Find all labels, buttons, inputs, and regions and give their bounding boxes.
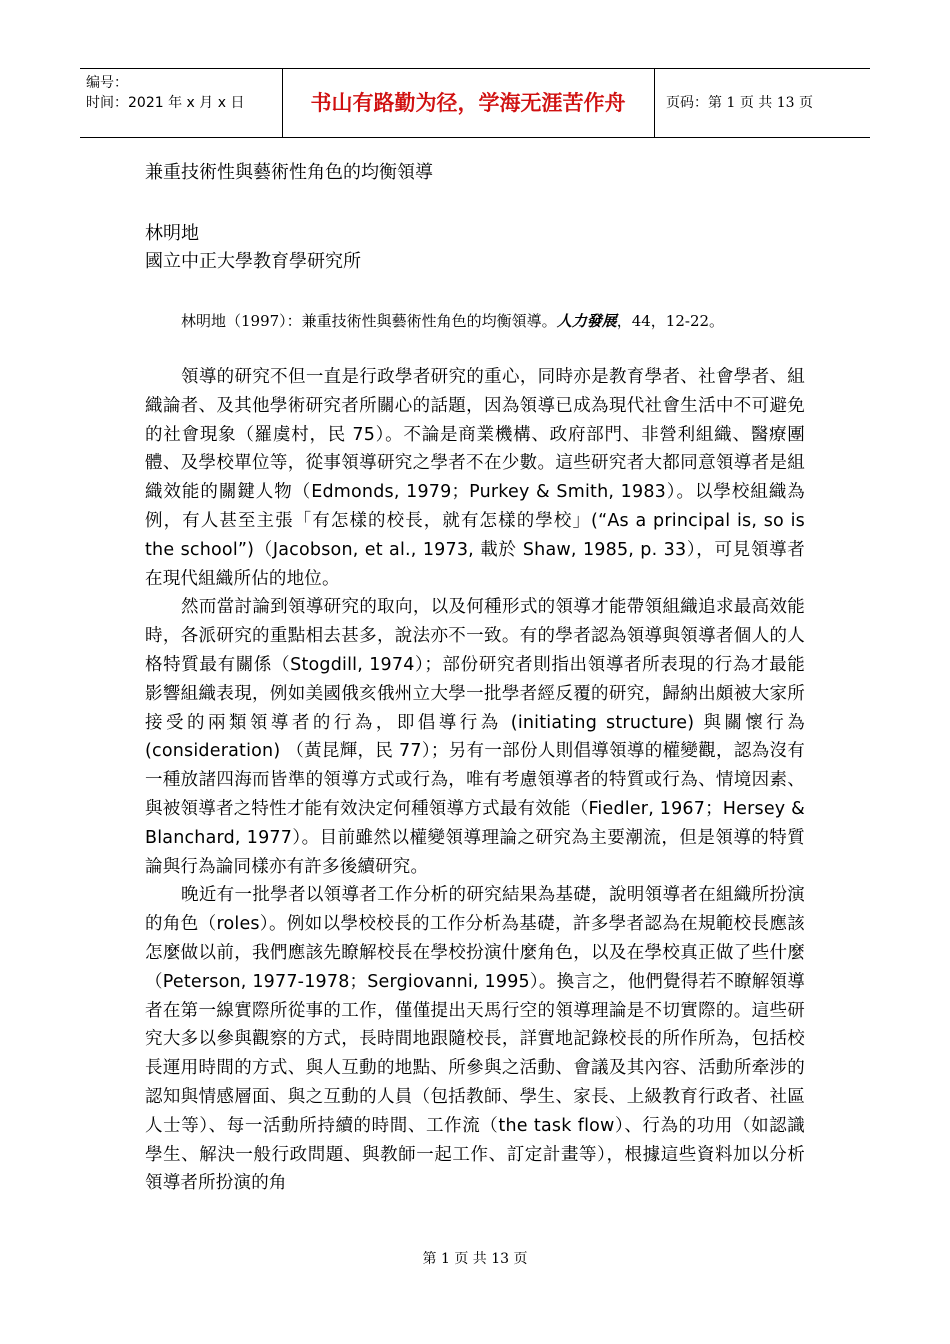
document-date-label: 时间：2021 年 x 月 x 日 — [86, 95, 245, 111]
citation-journal: 人力發展 — [556, 312, 617, 330]
footer-total-pages: 13 — [491, 1251, 510, 1267]
citation-suffix: ，44，12-22。 — [616, 312, 725, 330]
article-title: 兼重技術性與藝術性角色的均衡領導 — [145, 162, 433, 183]
page-footer — [0, 1248, 950, 1268]
page-header — [80, 68, 870, 138]
article-body — [145, 363, 805, 1198]
header-divider — [654, 69, 655, 137]
footer-mid: 页 共 — [454, 1251, 487, 1267]
page-total: 13 — [776, 95, 795, 111]
page-current: 1 — [726, 95, 736, 111]
body-paragraph: 領導的研究不但一直是行政學者研究的重心，同時亦是教育學者、社會學者、組織論者、及其他學術研究者所關心的話題，因為領導已成為現代社會生活中不可避免的社會現象（羅虞村，民 75）。不論是商業機構、政府部門、非營利組織、醫療團體、及學校單位等，從事領導研究之學者不在少數。這些研究者大都同意領導者是組織效能的關鍵人物（Edmonds, 1979；Purkey & Smith, 1983）。以學校組織為例，有人甚至主張「有怎樣的校長，就有怎樣的學校」(“As a principal is, so is the school”)（Jacobson, et al., 1973, 載於 Shaw, 1985, p. 33），可見領導者在現代組織所佔的地位。 — [145, 367, 805, 589]
page-label-prefix: 页码：第 — [666, 95, 722, 111]
body-paragraph: 晚近有一批學者以領導者工作分析的研究結果為基礎，說明領導者在組織所扮演的角色（roles）。例如以學校校長的工作分析為基礎，許多學者認為在規範校長應該怎麼做以前，我們應該先瞭解校長在學校扮演什麼角色，以及在學校真正做了些什麼（Peterson, 1977-1978；Sergiovanni, 1995）。換言之，他們覺得若不瞭解領導者在第一線實際所從事的工作，僅僅提出天馬行空的領導理論是不切實際的。這些研究大多以參與觀察的方式，長時間地跟隨校長，詳實地記錄校長的所作所為，包括校長運用時間的方式、與人互動的地點、所參與之活動、會議及其內容、活動所牽涉的認知與情感層面、與之互動的人員（包括教師、學生、家長、上級教育行政者、社區人士等）、每一活動所持續的時間、工作流（the task flow）、行為的功用（如認識學生、解決一般行政問題、與教師一起工作、訂定計畫等），根據這些資料加以分析領導者所扮演的角 — [145, 885, 805, 1194]
footer-suffix: 页 — [513, 1251, 528, 1267]
footer-prefix: 第 — [422, 1251, 437, 1267]
citation — [181, 308, 724, 334]
article-author: 林明地 — [145, 223, 199, 244]
footer-current-page: 1 — [440, 1251, 450, 1267]
header-page-indicator — [666, 69, 813, 137]
document-number-label: 编号： — [86, 75, 128, 91]
header-meta — [86, 73, 276, 113]
page-label-suffix: 页 — [799, 95, 814, 111]
page-label-mid: 页 共 — [739, 95, 773, 111]
article-affiliation: 國立中正大學教育學研究所 — [145, 251, 361, 272]
body-paragraph: 然而當討論到領導研究的取向，以及何種形式的領導才能帶領組織追求最高效能時，各派研究的重點相去甚多，說法亦不一致。有的學者認為領導與領導者個人的人格特質最有關係（Stogdill, 1974）；部份研究者則指出領導者所表現的行為才最能影響組織表現，例如美國俄亥俄州立大學一批學者經反覆的研究，歸納出頗被大家所接受的兩類領導者的行為，即倡導行為 (initiating structure) 與關懷行為 (consideration) （黃昆輝，民 77）；另有一部份人則倡導領導的權變觀，認為沒有一種放諸四海而皆準的領導方式或行為，唯有考慮領導者的特質或行為、情境因素、與被領導者之特性才能有效決定何種領導方式最有效能（Fiedler, 1967；Hersey & Blanchard, 1977）。目前雖然以權變領導理論之研究為主要潮流，但是領導的特質論與行為論同樣亦有許多後續研究。 — [145, 597, 805, 877]
citation-prefix: 林明地（1997）：兼重技術性與藝術性角色的均衡領導。 — [181, 312, 557, 330]
header-motto: 书山有路勤为径，学海无涯苦作舟 — [310, 90, 626, 115]
